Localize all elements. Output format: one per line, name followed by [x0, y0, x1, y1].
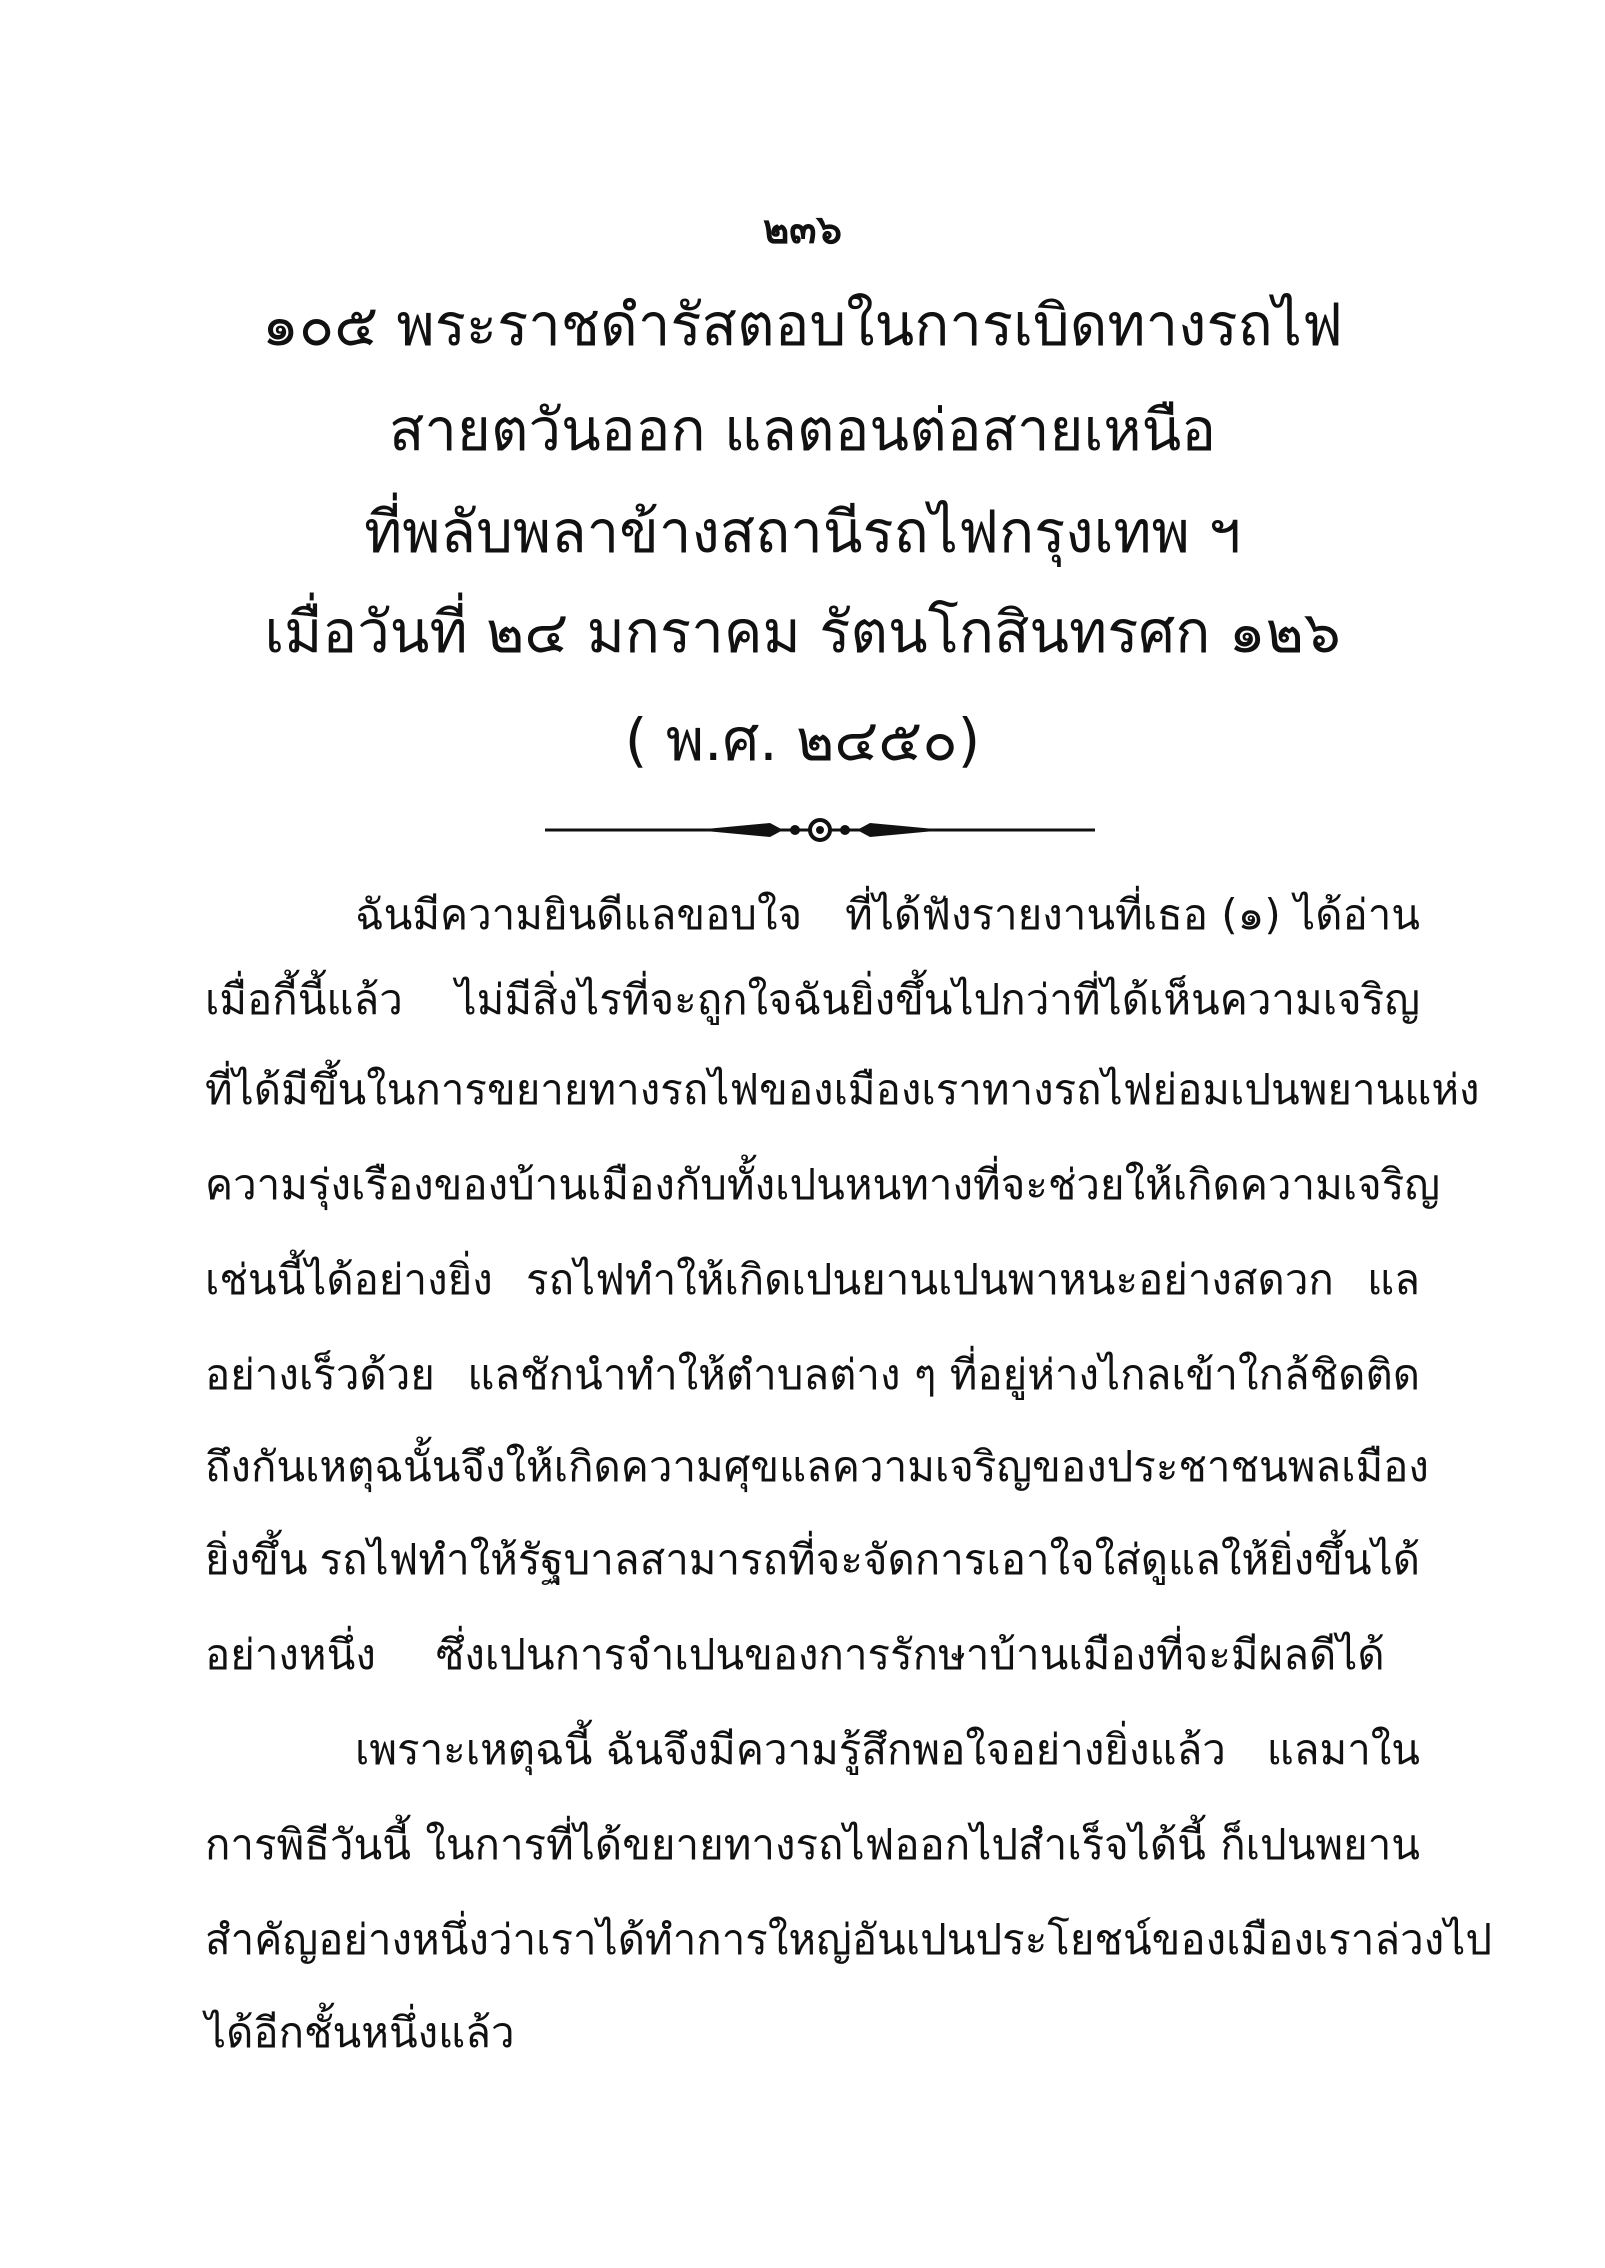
- body-line-2-seg-2: ไม่มีสิ่งไรที่จะถูกใจฉันยิ่งขึ้นไปกว่าที่ได้เห็นความเจริญ: [455, 975, 1420, 1024]
- body-line-11-seg-1: การพิธีวันนี้: [205, 1820, 411, 1869]
- body-line-1-seg-1: ฉันมีความยินดีแลขอบใจ: [355, 890, 803, 939]
- body-line-1: [355, 885, 1420, 945]
- body-line-12-seg-1: สำคัญอย่างหนึ่งว่า: [205, 1915, 537, 1964]
- body-line-4: [205, 1155, 1441, 1215]
- body-line-9-seg-2: ซึ่งเปนการจำเปนของการรักษาบ้านเมืองที่จะมีผลดีได้: [435, 1630, 1385, 1679]
- body-line-3: [205, 1060, 1480, 1120]
- body-line-9: [205, 1625, 1420, 1685]
- body-line-5-seg-1: เช่นนี้ได้อย่างยิ่ง: [205, 1255, 493, 1304]
- body-line-6: [205, 1345, 1420, 1405]
- body-line-7-seg-1: ถึงกัน: [205, 1442, 306, 1491]
- body-line-2-seg-1: เมื่อกี้นี้แล้ว: [205, 975, 403, 1024]
- body-line-4-seg-1: ความรุ่งเรืองของบ้านเมือง: [205, 1160, 675, 1209]
- title-line-1: ๑๐๕ พระราชดำรัสตอบในการเบิดทางรถไฟ: [261, 291, 1343, 359]
- body-line-10-seg-1: เพราะเหตุฉนี้ ฉันจึงมีความรู้สึกพอใจอย่างยิ่งแล้ว: [355, 1725, 1226, 1774]
- body-line-3-seg-1: ที่ได้มีขึ้นในการขยายทางรถไฟของเมืองเรา: [205, 1065, 982, 1114]
- body-line-6-seg-2: แลชักนำทำให้ตำบลต่าง ๆ ที่อยู่ห่างไกลเข้าใกล้ชิดติด: [467, 1350, 1420, 1399]
- body-line-10-seg-2: แลมาใน: [1266, 1725, 1420, 1774]
- body-line-8-seg-1: ยิ่งขึ้น: [205, 1535, 308, 1584]
- body-line-4-seg-2: กับทั้งเปนหนทางที่จะช่วยให้เกิดความเจริญ: [674, 1160, 1441, 1209]
- body-line-9-seg-1: อย่างหนึ่ง: [205, 1630, 376, 1679]
- body-line-1-seg-2: ที่ได้ฟังรายงานที่เธอ (๑) ได้อ่าน: [845, 890, 1420, 939]
- body-line-11-seg-2: ในการที่ได้ขยายทางรถไฟออกไปสำเร็จได้นี้: [425, 1820, 1206, 1869]
- body-line-7: [205, 1437, 1429, 1497]
- body-line-13-seg-1: ได้อีกชั้นหนึ่งแล้ว: [205, 2008, 515, 2057]
- ornamental-divider: [545, 812, 1095, 848]
- body-line-5-seg-3: แล: [1367, 1255, 1420, 1304]
- title-line-3: ที่พลับพลาข้างสถานีรถไฟกรุงเทพ ฯ: [364, 498, 1241, 566]
- body-line-7-seg-2: เหตุฉนั้นจึงให้เกิดความศุขแลความเจริญของประชาชนพลเมือง: [305, 1442, 1429, 1491]
- body-line-2: [205, 970, 1420, 1030]
- body-line-12-seg-2: เราได้ทำการใหญ่อันเปนประโยชน์ของเมืองเราล่วงไป: [536, 1915, 1492, 1964]
- body-line-6-seg-1: อย่างเร็วด้วย: [205, 1350, 435, 1399]
- body-line-5: [205, 1250, 1420, 1310]
- body-line-11: [205, 1815, 1420, 1875]
- body-line-12: [205, 1910, 1492, 1970]
- title-line-4: เมื่อวันที่ ๒๔ มกราคม รัตนโกสินทรศก ๑๒๖: [264, 598, 1341, 666]
- body-line-8-seg-2: รถไฟทำให้รัฐบาลสามารถที่จะจัดการเอาใจใส่ดูแลให้ยิ่งขึ้นได้: [319, 1535, 1420, 1584]
- body-line-13: [205, 2003, 1420, 2063]
- title-line-2: สายตวันออก แลตอนต่อสายเหนือ: [388, 396, 1217, 464]
- body-line-10: [355, 1720, 1420, 1780]
- page-number: ๒๓๖: [762, 207, 843, 253]
- body-line-8: [205, 1530, 1420, 1590]
- body-line-3-seg-2: ทางรถไฟย่อมเปนพยานแห่ง: [981, 1065, 1480, 1114]
- body-line-11-seg-3: ก็เปนพยาน: [1220, 1820, 1420, 1869]
- title-line-5: ( พ.ศ. ๒๔๕๐): [624, 706, 981, 774]
- body-line-5-seg-2: รถไฟทำให้เกิดเปนยานเปนพาหนะอย่างสดวก: [526, 1255, 1334, 1304]
